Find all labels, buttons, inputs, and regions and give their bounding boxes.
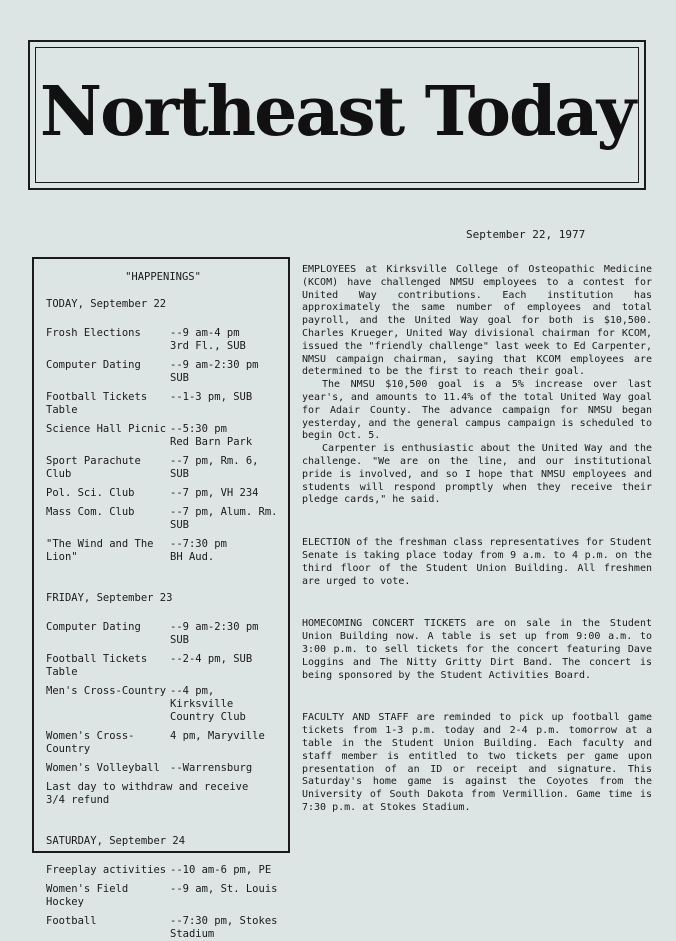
- event-row: [46, 455, 280, 481]
- article-paragraph: [302, 537, 652, 588]
- article-body: are on sale in the Student Union Building now. A table is set up from 9:00 a.m. to 3:00 p.m. to sell tickets for the concert featuring Dave Loggins and The Nitty Gritty Dirt Band. The concert is being sponsored by the Student Activities Board.: [302, 618, 652, 681]
- happenings-box: [32, 257, 290, 940]
- event-time-place: --2-4 pm, SUB: [170, 653, 253, 665]
- event-name: Women's Volleyball: [46, 762, 160, 774]
- event-row: [46, 762, 280, 775]
- event-name: Women's Field Hockey: [46, 883, 129, 908]
- article-body: at Kirksville College of Osteopathic Medicine (KCOM) have challenged NMSU employees to a contest for United Way contributions. Each institution has approximately the same number of employees and total payroll, and the United Way goal for both is $10,500. Charles Krueger, United Way divisional chairman for KCOM, issued the "friendly challenge" last week to Ed Carpenter, NMSU campaign chairman, saying that KCOM employees are determined to be the first to reach their goal.: [302, 264, 652, 378]
- article-paragraph: [302, 443, 652, 507]
- day-heading-today: TODAY, September 22: [46, 298, 167, 310]
- event-time-place: --7:30 pm, Stokes Stadium: [170, 915, 278, 940]
- articles-column: [302, 264, 652, 845]
- article: [302, 712, 652, 814]
- event-row: [46, 506, 280, 532]
- event-row: [46, 423, 280, 449]
- article-body: are reminded to pick up football game tickets from 1-3 p.m. today and 2-4 p.m. tomorrow at a table in the Student Union Building. Each faculty and staff member is entitled to two tickets per game upon presentation of an ID or receipt and signature. This Saturday's home game is against the Coyotes from the University of South Dakota from Vermillion. Game time is 7:30 p.m. at Stokes Stadium.: [302, 712, 652, 813]
- article-body: Carpenter is enthusiastic about the United Way and the challenge. "We are on the line, and our institutional pride is involved, and so I hope that NMSU employees and students will respond promptly when they receive their pledge cards," he said.: [302, 443, 652, 506]
- event-name: Women's Cross-Country: [46, 730, 135, 755]
- event-time-place: --7 pm, Alum. Rm. SUB: [170, 506, 278, 531]
- event-time-place: --9 am-2:30 pm SUB: [170, 621, 259, 646]
- article-paragraph: [302, 264, 652, 379]
- event-name: Mass Com. Club: [46, 506, 135, 518]
- event-row: [46, 883, 280, 909]
- article: [302, 537, 652, 588]
- event-row: [46, 915, 280, 941]
- event-time-place: --10 am-6 pm, PE: [170, 864, 272, 876]
- event-time-place: --7:30 pm BH Aud.: [170, 538, 227, 563]
- event-name: Frosh Elections: [46, 327, 141, 339]
- event-time-place: --9 am, St. Louis: [170, 883, 278, 895]
- article-paragraph: [302, 379, 652, 443]
- article-lead: HOMECOMING CONCERT TICKETS: [302, 618, 467, 630]
- event-name: Football Tickets Table: [46, 391, 148, 416]
- today-events: [46, 327, 280, 564]
- article: [302, 264, 652, 507]
- withdraw-notice: Last day to withdraw and receive 3/4 refund: [46, 781, 249, 806]
- article-body: The NMSU $10,500 goal is a 5% increase over last year's, and amounts to 11.4% of the total United Way goal for Adair County. The advance campaign for NMSU began yesterday, and the general campus campaign is scheduled to begin Oct. 5.: [302, 379, 652, 442]
- event-name: "The Wind and The Lion": [46, 538, 154, 563]
- event-row: [46, 730, 280, 756]
- masthead: [28, 40, 646, 190]
- event-time-place: --4 pm, Kirksville Country Club: [170, 685, 246, 723]
- event-row: [46, 359, 280, 385]
- newsletter-title: Northeast Today: [39, 72, 635, 152]
- event-name: Freeplay activities: [46, 864, 167, 876]
- event-time-place: --7 pm, Rm. 6, SUB: [170, 455, 259, 480]
- event-name: Sport Parachute Club: [46, 455, 141, 480]
- article-lead: EMPLOYEES: [302, 264, 357, 275]
- event-time-place: --1-3 pm, SUB: [170, 391, 253, 403]
- event-row: [46, 538, 280, 564]
- article: [302, 618, 652, 682]
- event-time-place: --Warrensburg: [170, 762, 253, 774]
- event-name: Pol. Sci. Club: [46, 487, 135, 499]
- event-row: [46, 653, 280, 679]
- event-name: Science Hall Picnic: [46, 423, 167, 435]
- article-lead: FACULTY AND STAFF: [302, 712, 409, 724]
- event-row: [46, 864, 280, 877]
- day-heading-saturday: SATURDAY, September 24: [46, 835, 186, 847]
- friday-events: [46, 621, 280, 775]
- article-body: of the freshman class representatives for Student Senate is taking place today from 9 a.m. to 4 p.m. on the third floor of the Student Union Building. All freshmen are urged to vote.: [302, 537, 652, 587]
- article-lead: ELECTION: [302, 537, 351, 549]
- event-row: [46, 621, 280, 647]
- event-time-place: --9 am-2:30 pm SUB: [170, 359, 259, 384]
- event-time-place: 4 pm, Maryville: [170, 730, 265, 742]
- event-row: [46, 391, 280, 417]
- happenings-title: "HAPPENINGS": [125, 271, 201, 283]
- event-row: [46, 327, 280, 353]
- saturday-events: [46, 864, 280, 941]
- event-time-place: --9 am-4 pm 3rd Fl., SUB: [170, 327, 246, 352]
- day-heading-friday: FRIDAY, September 23: [46, 592, 173, 604]
- event-row: [46, 685, 280, 724]
- article-paragraph: [302, 712, 652, 814]
- event-time-place: --7 pm, VH 234: [170, 487, 259, 499]
- event-row: [46, 487, 280, 500]
- event-time-place: --5:30 pm Red Barn Park: [170, 423, 253, 448]
- article-paragraph: [302, 618, 652, 682]
- event-name: Football: [46, 915, 97, 927]
- event-name: Computer Dating: [46, 359, 141, 371]
- event-name: Football Tickets Table: [46, 653, 148, 678]
- dateline: September 22, 1977: [466, 228, 586, 241]
- event-name: Men's Cross-Country: [46, 685, 167, 697]
- event-name: Computer Dating: [46, 621, 141, 633]
